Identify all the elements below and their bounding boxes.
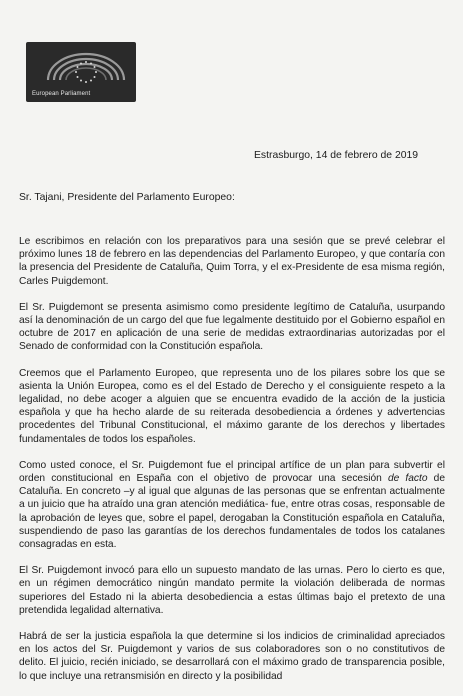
logo-caption: European Parliament (32, 91, 91, 97)
paragraph-2: El Sr. Puigdemont se presenta asimismo como presidente legítimo de Cataluña, usurpando así la denominación de un cargo del que fue legalmente destituido por el Gobierno español en octubre de 2017 en aplicación de una serie de medidas extraordinarias autorizadas por el Senado de conformidad con la Constitución española. (19, 301, 445, 353)
paragraph-4-part-1: Como usted conoce, el Sr. Puigdemont fue el principal artífice de un plan para subvertir el orden constitucional en España con el objetivo de provocar una secesión (19, 459, 445, 485)
paragraph-5: El Sr. Puigdemont invocó para ello un supuesto mandato de las urnas. Pero lo cierto es que, en un régimen democrático ningún mandato permite la violación deliberada de normas superiores del Estado ni la abierta desobediencia a estas últimas bajo el pretexto de una pretendida legalidad alternativa. (19, 565, 445, 616)
european-parliament-logo (26, 42, 136, 102)
paragraph-6: Habrá de ser la justicia española la que determine si los indicios de criminalidad apreciados en los actos del Sr. Puigdemont y varios de sus colaboradores son o no constitutivos de delito. El juicio, recién iniciado, se desarrollará con el máximo grado de transparencia posible, lo que incluye una retransmisión en directo y la posibilidad (19, 631, 445, 682)
paragraph-4 (19, 459, 445, 551)
letter-salutation: Sr. Tajani, Presidente del Parlamento Europeo: (19, 192, 235, 203)
paragraph-3: Creemos que el Parlamento Europeo, que representa uno de los pilares sobre los que se asienta la Unión Europea, como es el del Estado de Derecho y el consiguiente respeto a la legalidad, no debe acoger a alguien que se encuentra evadido de la acción de la justicia española y que ha hecho alarde de su reiterada desobediencia a órdenes y advertencias procedentes del Tribunal Constitucional, el máximo garante de los derechos y libertades fundamentales de todos los españoles. (19, 367, 445, 445)
paragraph-4-emphasis: de facto (387, 473, 428, 485)
paragraph-4-part-2: de Cataluña. En concreto –y al igual que algunas de las personas que se enfrentan actualmente a un juicio que ha atraído una gran atención mediática- fue, entre otras cosas, responsable de la aprobación de leyes que, sobre el papel, derogaban la Constitución española en Cataluña, suspendiendo de paso las garantías de los derechos fundamentales de todos los catalanes consagradas en esta. (19, 473, 445, 551)
letter-date: Estrasburgo, 14 de febrero de 2019 (254, 150, 419, 161)
letter-body (19, 235, 445, 696)
paragraph-1: Le escribimos en relación con los preparativos para una sesión que se prevé celebrar el próximo lunes 18 de febrero en las dependencias del Parlamento Europeo, y que contaría con la presencia del Presidente de Cataluña, Quim Torra, y el ex-Presidente de esa misma región, Carles Puigdemont. (19, 236, 445, 287)
